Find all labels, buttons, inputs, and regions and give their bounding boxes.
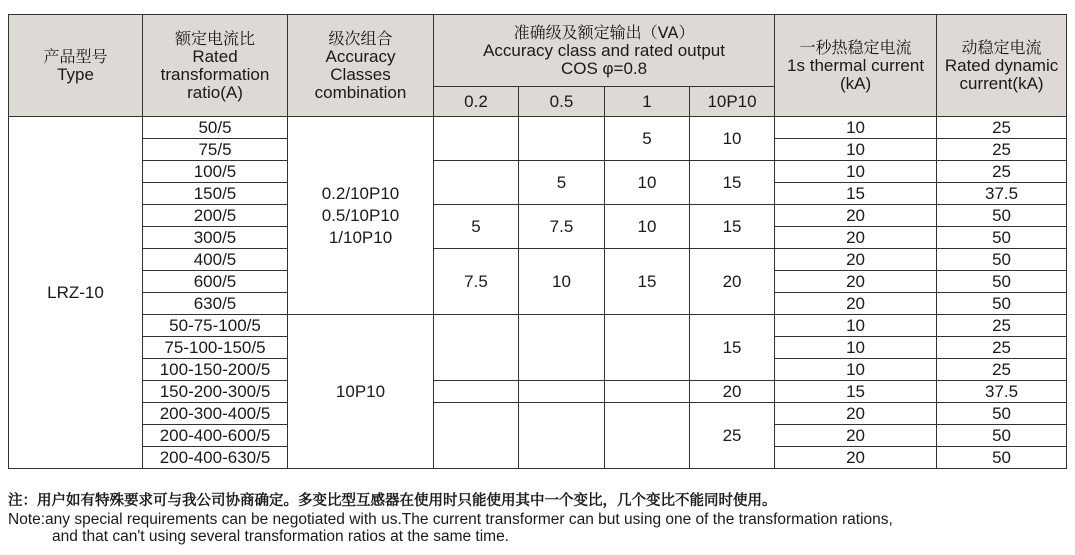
note-english-line1: Note:any special requirements can be negotiated with us.The current transformer can but using one of the transformation rations, [8, 511, 893, 528]
output-cell: 10 [519, 249, 605, 315]
ratio-cell: 150/5 [143, 183, 288, 205]
ratio-cell: 100/5 [143, 161, 288, 183]
header-class-1: 1 [605, 87, 690, 117]
header-classes: 级次组合 Accuracy Classes combination [288, 15, 434, 117]
output-cell: 7.5 [434, 249, 519, 315]
output-cell: 10 [605, 161, 690, 205]
class-combination-cell: 10P10 [288, 315, 434, 469]
thermal-cell: 10 [775, 139, 937, 161]
output-cell [519, 381, 605, 403]
dynamic-cell: 25 [937, 337, 1067, 359]
output-cell [605, 381, 690, 403]
dynamic-cell: 50 [937, 293, 1067, 315]
output-cell [519, 117, 605, 161]
ratio-cell: 75/5 [143, 139, 288, 161]
thermal-cell: 20 [775, 205, 937, 227]
ratio-cell: 600/5 [143, 271, 288, 293]
dynamic-cell: 25 [937, 139, 1067, 161]
thermal-cell: 20 [775, 249, 937, 271]
output-cell: 15 [690, 205, 775, 249]
header-class-10p10: 10P10 [690, 87, 775, 117]
output-cell [519, 315, 605, 381]
thermal-cell: 15 [775, 381, 937, 403]
output-cell [434, 381, 519, 403]
thermal-cell: 10 [775, 161, 937, 183]
output-cell: 15 [690, 315, 775, 381]
thermal-cell: 20 [775, 403, 937, 425]
header-ratio: 额定电流比 Rated transformation ratio(A) [143, 15, 288, 117]
class-combination-cell: 0.2/10P10 0.5/10P10 1/10P10 [288, 117, 434, 315]
notes-section [8, 492, 1068, 545]
output-cell [434, 403, 519, 469]
note-chinese: 注：用户如有特殊要求可与我公司协商确定。多变比型互感器在使用时只能使用其中一个变比，几个变比不能同时使用。 [8, 493, 777, 509]
header-thermal-current: 一秒热稳定电流 1s thermal current (kA) [775, 15, 937, 117]
output-cell: 5 [434, 205, 519, 249]
ratio-cell: 50/5 [143, 117, 288, 139]
output-cell: 20 [690, 249, 775, 315]
output-cell [434, 117, 519, 161]
dynamic-cell: 25 [937, 315, 1067, 337]
header-type: 产品型号 Type [9, 15, 143, 117]
ratio-cell: 75-100-150/5 [143, 337, 288, 359]
ratio-cell: 630/5 [143, 293, 288, 315]
thermal-cell: 20 [775, 425, 937, 447]
dynamic-cell: 50 [937, 425, 1067, 447]
thermal-cell: 15 [775, 183, 937, 205]
spec-table [8, 14, 1067, 469]
type-cell: LRZ-10 [9, 117, 143, 469]
output-cell [434, 315, 519, 381]
output-cell: 25 [690, 403, 775, 469]
output-cell [605, 403, 690, 469]
output-cell: 5 [605, 117, 690, 161]
dynamic-cell: 25 [937, 117, 1067, 139]
ratio-cell: 200-400-600/5 [143, 425, 288, 447]
output-cell [605, 315, 690, 381]
ratio-cell: 100-150-200/5 [143, 359, 288, 381]
thermal-cell: 20 [775, 227, 937, 249]
output-cell [519, 403, 605, 469]
dynamic-cell: 50 [937, 249, 1067, 271]
dynamic-cell: 50 [937, 271, 1067, 293]
output-cell: 5 [519, 161, 605, 205]
header-class-0-5: 0.5 [519, 87, 605, 117]
ratio-cell: 300/5 [143, 227, 288, 249]
ratio-cell: 200-300-400/5 [143, 403, 288, 425]
output-cell: 15 [690, 161, 775, 205]
ratio-cell: 200-400-630/5 [143, 447, 288, 469]
thermal-cell: 20 [775, 271, 937, 293]
output-cell [434, 161, 519, 205]
dynamic-cell: 50 [937, 227, 1067, 249]
output-cell: 10 [690, 117, 775, 161]
output-cell: 10 [605, 205, 690, 249]
dynamic-cell: 50 [937, 403, 1067, 425]
thermal-cell: 20 [775, 447, 937, 469]
dynamic-cell: 25 [937, 161, 1067, 183]
header-accuracy-output: 准确级及额定输出（VA） Accuracy class and rated output COS φ=0.8 [434, 15, 775, 87]
dynamic-cell: 50 [937, 205, 1067, 227]
note-english-line2: and that can't using several transformation ratios at the same time. [52, 528, 509, 545]
ratio-cell: 400/5 [143, 249, 288, 271]
dynamic-cell: 50 [937, 447, 1067, 469]
thermal-cell: 10 [775, 117, 937, 139]
dynamic-cell: 37.5 [937, 183, 1067, 205]
output-cell: 15 [605, 249, 690, 315]
thermal-cell: 10 [775, 359, 937, 381]
output-cell: 20 [690, 381, 775, 403]
ratio-cell: 200/5 [143, 205, 288, 227]
dynamic-cell: 37.5 [937, 381, 1067, 403]
dynamic-cell: 25 [937, 359, 1067, 381]
thermal-cell: 10 [775, 337, 937, 359]
output-cell: 7.5 [519, 205, 605, 249]
thermal-cell: 20 [775, 293, 937, 315]
ratio-cell: 50-75-100/5 [143, 315, 288, 337]
header-dynamic-current: 动稳定电流 Rated dynamic current(kA) [937, 15, 1067, 117]
thermal-cell: 10 [775, 315, 937, 337]
ratio-cell: 150-200-300/5 [143, 381, 288, 403]
header-class-0-2: 0.2 [434, 87, 519, 117]
